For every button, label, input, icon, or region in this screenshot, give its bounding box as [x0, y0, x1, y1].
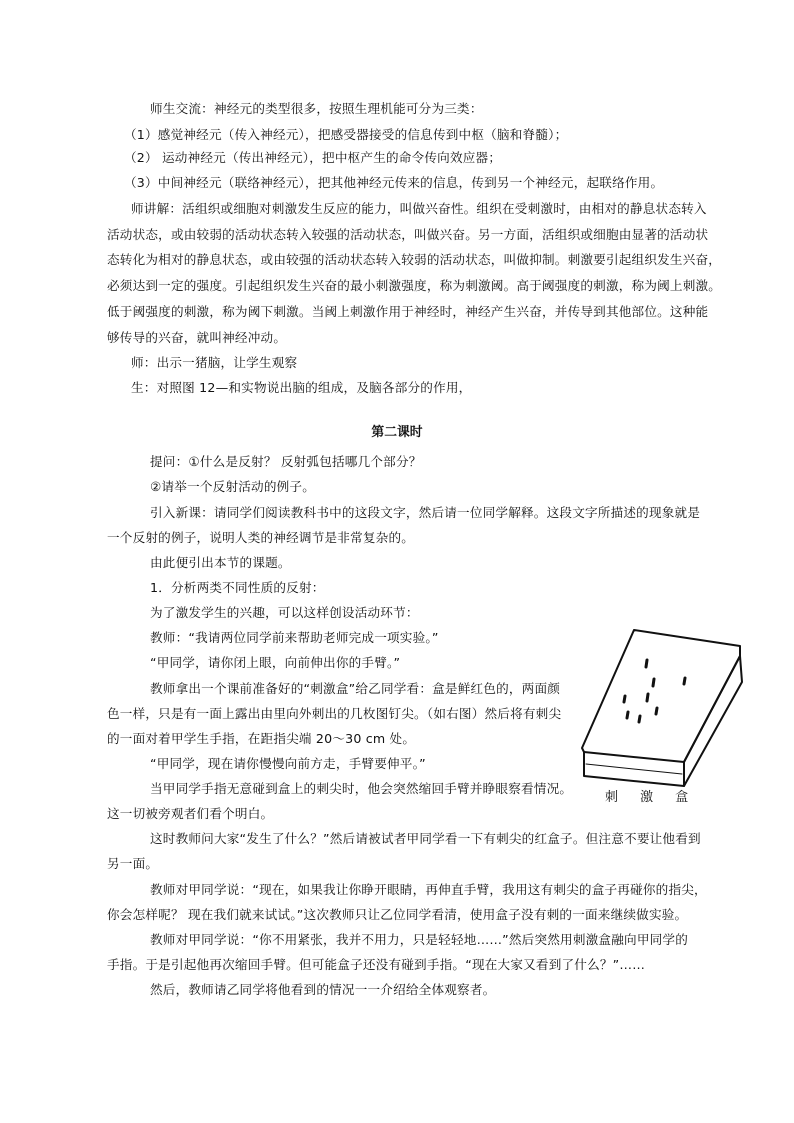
- figure-caption: 刺 激 盒: [605, 790, 698, 805]
- paragraph: 师：出示一猪脑，让学生观察: [131, 355, 298, 370]
- paragraph: 的一面对着甲学生手指，在距指尖端 20～30 cm 处。: [107, 731, 416, 746]
- paragraph: 提问：①什么是反射？ 反射弧包括哪几个部分？: [150, 454, 422, 469]
- paragraph: 教师对甲同学说：“现在，如果我让你睁开眼睛，再伸直手臂，我用这有刺尖的盒子再碰你的指尖，: [150, 882, 707, 897]
- paragraph: 必须达到一定的强度。引起组织发生兴奋的最小刺激强度，称为刺激阈。高于阈强度的刺激，称为阈上刺激。: [107, 278, 722, 293]
- list-item: （1）感觉神经元（传入神经元），把感受器接受的信息传到中枢（脑和脊髓）；: [124, 127, 568, 142]
- paragraph: 教师：“我请两位同学前来帮助老师完成一项实验。”: [150, 630, 439, 645]
- paragraph: 为了激发学生的兴趣，可以这样创设活动环节：: [150, 605, 419, 620]
- paragraph: 由此便引出本节的课题。: [150, 555, 291, 570]
- paragraph: “甲同学，请你闭上眼，向前伸出你的手臂。”: [150, 655, 401, 670]
- paragraph: 色一样，只是有一面上露出由里向外刺出的几枚图钉尖。（如右图）然后将有刺尖: [107, 706, 562, 721]
- paragraph: 然后，教师请乙同学将他看到的情况一一介绍给全体观察者。: [150, 982, 496, 997]
- paragraph: 生：对照图 12—和实物说出脑的组成，及脑各部分的作用，: [131, 380, 472, 395]
- list-item: （2） 运动神经元（传出神经元），把中枢产生的命令传向效应器；: [124, 150, 502, 165]
- paragraph: 师生交流：神经元的类型很多，按照生理机能可分为三类：: [150, 101, 483, 116]
- paragraph: 教师对甲同学说：“你不用紧张，我并不用力，只是轻轻地……”然后突然用刺激盒融向甲同学的: [150, 932, 688, 947]
- paragraph: 活动状态，或由较弱的活动状态转入较强的活动状态，叫做兴奋。另一方面，活组织或细胞由显著的活动状: [107, 227, 709, 242]
- paragraph: 引入新课：请同学们阅读教科书中的这段文字，然后请一位同学解释。这段文字所描述的现象就是: [150, 505, 701, 520]
- list-item: （3）中间神经元（联络神经元），把其他神经元传来的信息，传到另一个神经元，起联络作用。: [124, 175, 664, 190]
- section-title: 第二课时: [371, 425, 423, 440]
- paragraph: 一个反射的例子，说明人类的神经调节是非常复杂的。: [107, 530, 415, 545]
- paragraph: 师讲解：活组织或细胞对刺激发生反应的能力，叫做兴奋性。组织在受刺激时，由相对的静息状态转入: [131, 201, 707, 216]
- paragraph: ②请举一个反射活动的例子。: [150, 479, 316, 494]
- pin-box-illustration: [576, 626, 746, 808]
- paragraph: 1．分析两类不同性质的反射：: [150, 580, 325, 595]
- paragraph: 教师拿出一个课前准备好的“刺激盒”给乙同学看：盒是鲜红色的，两面颜: [150, 681, 561, 696]
- paragraph: 你会怎样呢？ 现在我们就来试试。”这次教师只让乙位同学看清，使用盒子没有刺的一面来继续做实验。: [107, 907, 688, 922]
- paragraph: 态转化为相对的静息状态，或由较强的活动状态转入较弱的活动状态，叫做抑制。刺激要引起组织发生兴奋，: [107, 252, 722, 267]
- paragraph: 这一切被旁观者们看个明白。: [107, 806, 274, 821]
- paragraph: 手指。于是引起他再次缩回手臂。但可能盒子还没有碰到手指。“现在大家又看到了什么？”……: [107, 957, 645, 972]
- paragraph: 当甲同学手指无意碰到盒上的刺尖时，他会突然缩回手臂并睁眼察看情况。: [150, 781, 573, 796]
- paragraph: “甲同学，现在请你慢慢向前方走，手臂要伸平。”: [150, 756, 426, 771]
- paragraph: 另一面。: [107, 856, 159, 871]
- paragraph: 低于阈强度的刺激，称为阈下刺激。当阈上刺激作用于神经时，神经产生兴奋，并传导到其他部位。这种能: [107, 304, 709, 319]
- paragraph: 这时教师问大家“发生了什么？”然后请被试者甲同学看一下有刺尖的红盒子。但注意不要让他看到: [150, 831, 701, 846]
- paragraph: 够传导的兴奋，就叫神经冲动。: [107, 330, 287, 345]
